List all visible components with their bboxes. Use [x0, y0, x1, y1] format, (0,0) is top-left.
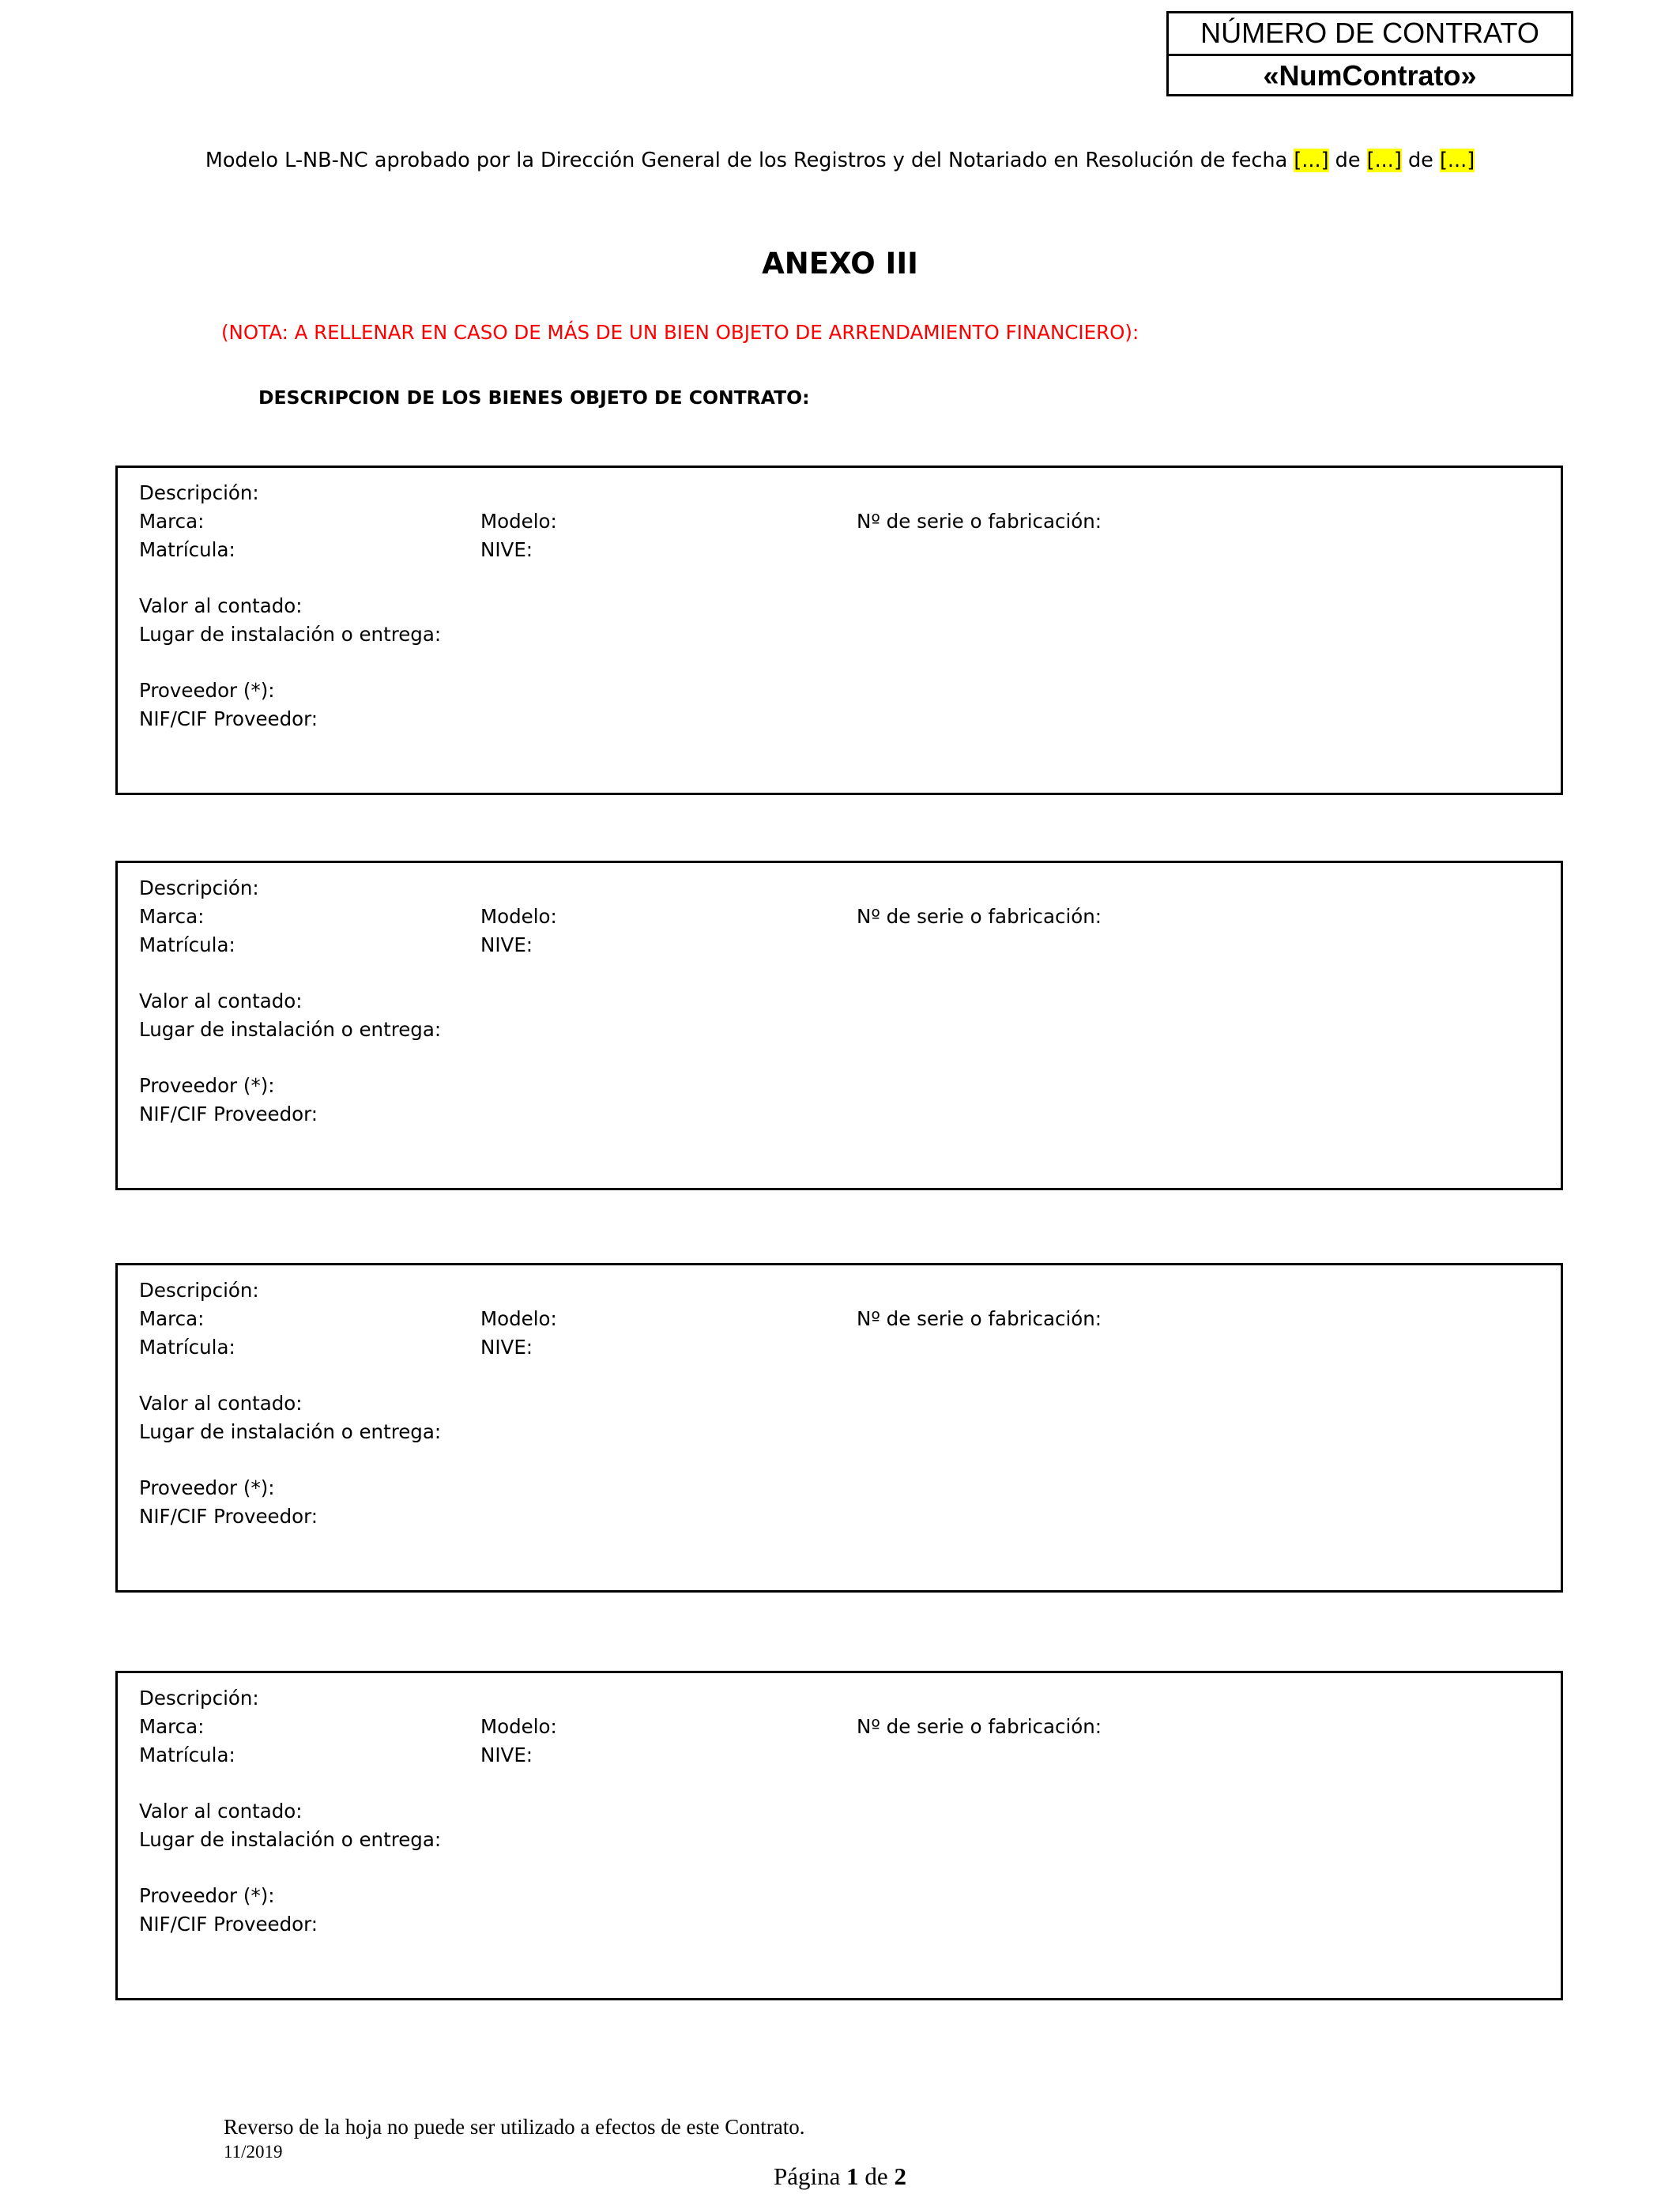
field-marca: Marca: — [139, 1307, 205, 1330]
red-note: (NOTA: A RELLENAR EN CASO DE MÁS DE UN BIEN OBJETO DE ARRENDAMIENTO FINANCIERO): — [221, 321, 1139, 344]
field-nif: NIF/CIF Proveedor: — [139, 1103, 318, 1125]
field-nive: NIVE: — [480, 1744, 533, 1766]
field-descripcion: Descripción: — [139, 1279, 259, 1302]
field-matricula: Matrícula: — [139, 538, 235, 561]
field-nif: NIF/CIF Proveedor: — [139, 1505, 318, 1528]
field-lugar: Lugar de instalación o entrega: — [139, 1018, 442, 1041]
field-marca: Marca: — [139, 1715, 205, 1738]
modelo-line-sep: de — [1328, 149, 1367, 172]
contract-number-box — [1166, 11, 1573, 96]
footer-note: Reverso de la hoja no puede ser utilizado a efectos de este Contrato. — [224, 2115, 805, 2139]
asset-item-box — [115, 466, 1563, 795]
field-descripcion: Descripción: — [139, 481, 259, 504]
field-serie: Nº de serie o fabricación: — [857, 510, 1102, 533]
date-placeholder-day: [...] — [1294, 149, 1329, 172]
page-title: ANEXO III — [762, 247, 918, 281]
field-marca: Marca: — [139, 905, 205, 928]
field-serie: Nº de serie o fabricación: — [857, 905, 1102, 928]
page-label: Página — [774, 2162, 847, 2190]
field-matricula: Matrícula: — [139, 933, 235, 956]
asset-item-box — [115, 1263, 1563, 1593]
field-proveedor: Proveedor (*): — [139, 1476, 275, 1499]
footer-date: 11/2019 — [224, 2142, 283, 2162]
field-valor: Valor al contado: — [139, 1800, 303, 1823]
date-placeholder-month: [...] — [1366, 149, 1402, 172]
field-serie: Nº de serie o fabricación: — [857, 1307, 1102, 1330]
field-modelo: Modelo: — [480, 1715, 557, 1738]
field-marca: Marca: — [139, 510, 205, 533]
field-proveedor: Proveedor (*): — [139, 679, 275, 702]
field-lugar: Lugar de instalación o entrega: — [139, 1828, 442, 1851]
modelo-approval-line — [0, 149, 1680, 172]
field-nive: NIVE: — [480, 933, 533, 956]
field-serie: Nº de serie o fabricación: — [857, 1715, 1102, 1738]
field-matricula: Matrícula: — [139, 1336, 235, 1359]
page-current: 1 — [846, 2162, 859, 2190]
page-number — [0, 2162, 1680, 2191]
asset-item-box — [115, 861, 1563, 1190]
field-modelo: Modelo: — [480, 1307, 557, 1330]
section-title: DESCRIPCION DE LOS BIENES OBJETO DE CONTRATO: — [258, 386, 810, 409]
field-nive: NIVE: — [480, 538, 533, 561]
modelo-line-sep: de — [1401, 149, 1440, 172]
field-modelo: Modelo: — [480, 510, 557, 533]
contract-number-value: «NumContrato» — [1263, 59, 1477, 92]
page-total: 2 — [894, 2162, 906, 2190]
field-lugar: Lugar de instalación o entrega: — [139, 1420, 442, 1443]
modelo-line-text: Modelo L-NB-NC aprobado por la Dirección General de los Registros y del Notariado en Resolución de fecha — [205, 149, 1294, 172]
field-descripcion: Descripción: — [139, 1687, 259, 1710]
contract-number-header: NÚMERO DE CONTRATO — [1169, 13, 1571, 56]
field-descripcion: Descripción: — [139, 876, 259, 899]
field-nif: NIF/CIF Proveedor: — [139, 1913, 318, 1936]
field-valor: Valor al contado: — [139, 990, 303, 1012]
field-nive: NIVE: — [480, 1336, 533, 1359]
page-sep: de — [858, 2162, 895, 2190]
field-proveedor: Proveedor (*): — [139, 1884, 275, 1907]
field-modelo: Modelo: — [480, 905, 557, 928]
field-nif: NIF/CIF Proveedor: — [139, 707, 318, 730]
asset-item-box — [115, 1671, 1563, 2000]
date-placeholder-year: [...] — [1439, 149, 1475, 172]
field-lugar: Lugar de instalación o entrega: — [139, 623, 442, 646]
field-valor: Valor al contado: — [139, 1392, 303, 1415]
field-valor: Valor al contado: — [139, 594, 303, 617]
field-matricula: Matrícula: — [139, 1744, 235, 1766]
field-proveedor: Proveedor (*): — [139, 1074, 275, 1097]
